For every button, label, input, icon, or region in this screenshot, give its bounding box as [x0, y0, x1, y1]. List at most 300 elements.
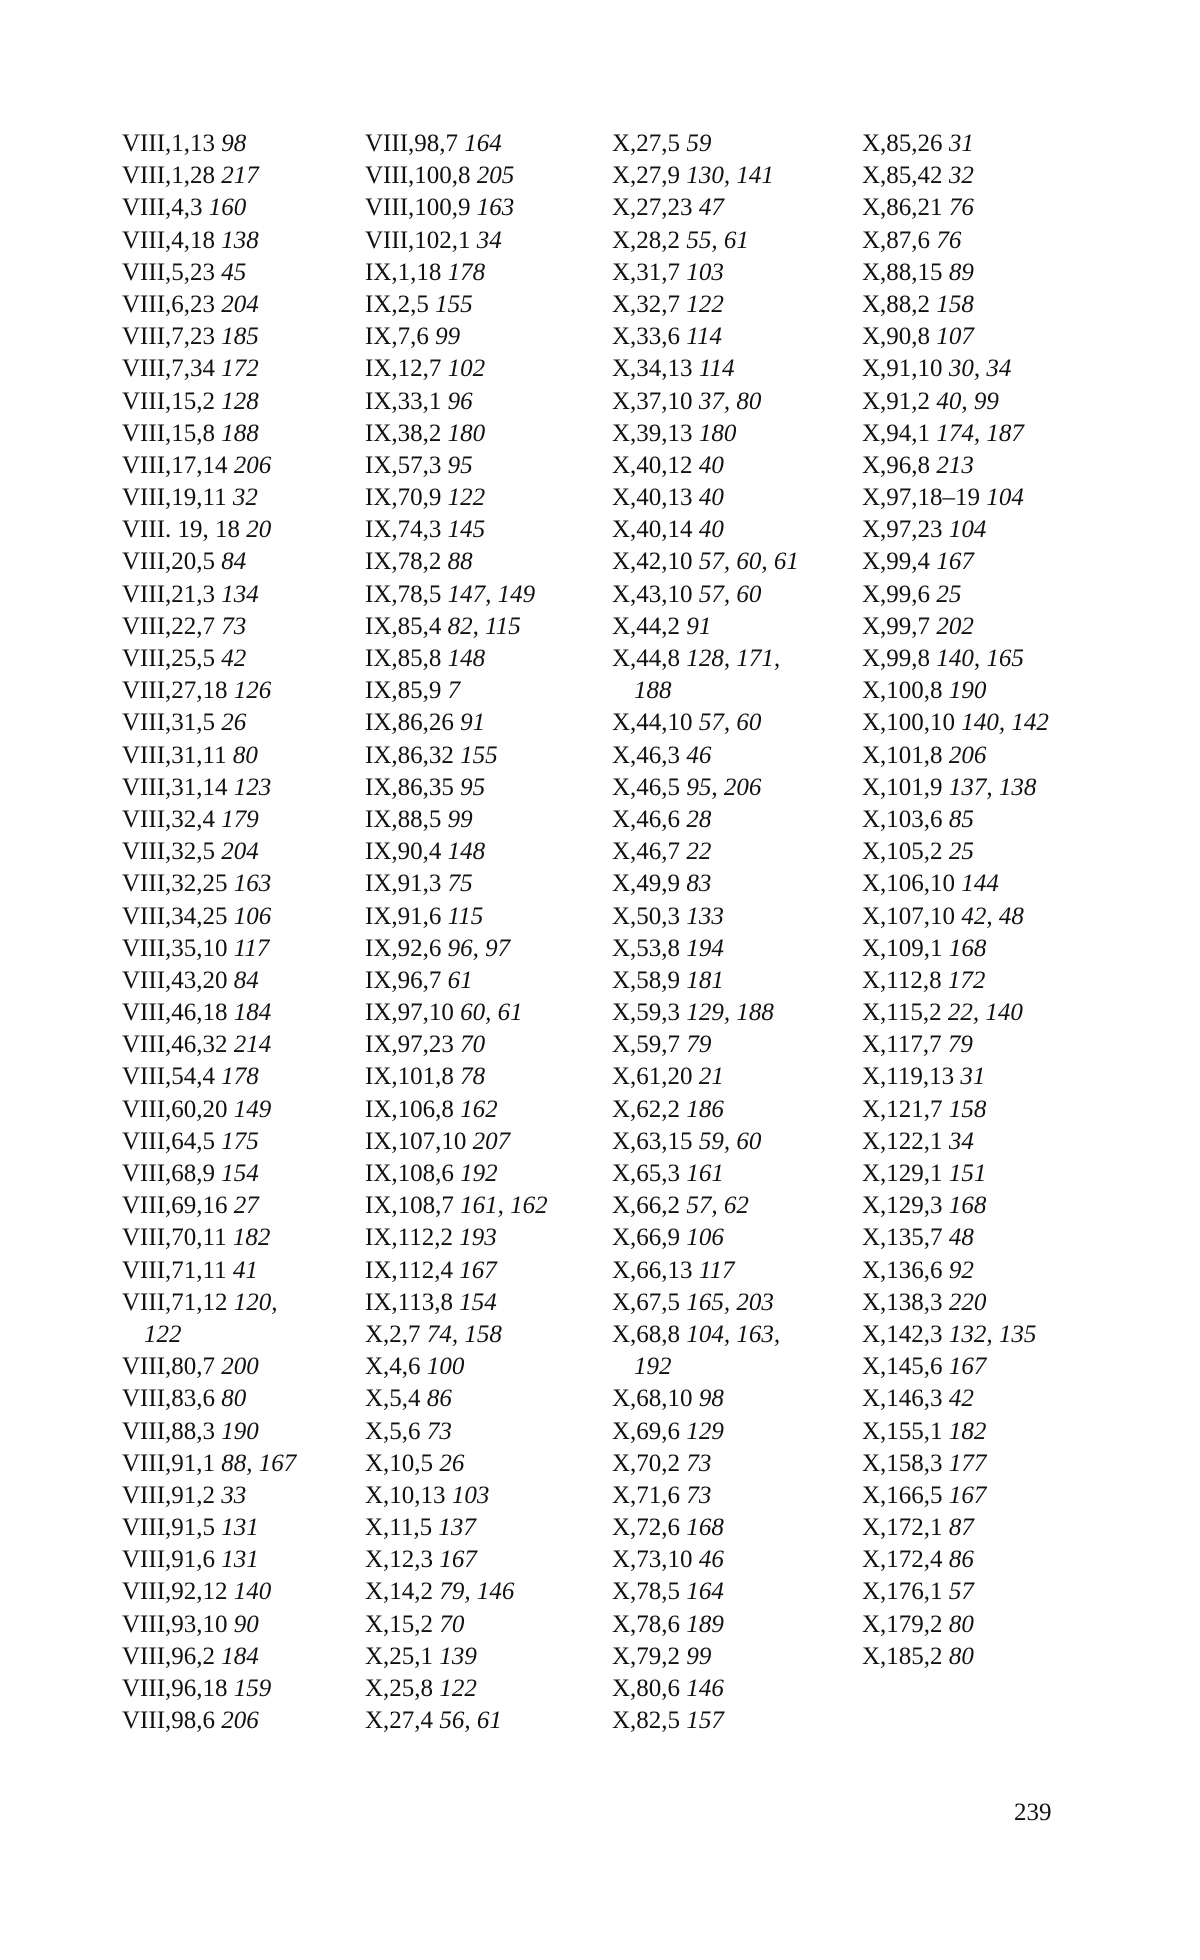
entry-reference: X,43,10: [612, 580, 693, 608]
entry-reference: X,62,2: [612, 1095, 681, 1123]
index-entry: [862, 546, 1110, 578]
index-entry: [862, 192, 1110, 224]
entry-pages: 57, 62: [686, 1192, 749, 1220]
index-entry: [612, 1416, 860, 1448]
entry-pages: 180: [698, 419, 737, 447]
entry-pages: 79, 146: [439, 1578, 515, 1606]
entry-reference: IX,91,6: [365, 902, 442, 930]
index-entry: [612, 740, 860, 772]
index-entry: [365, 1641, 613, 1673]
entry-reference: X,53,8: [612, 934, 681, 962]
entry-reference: X,109,1: [862, 934, 943, 962]
entry-pages: 99: [435, 323, 461, 351]
entry-pages: 167: [439, 1546, 477, 1574]
entry-pages: 122: [439, 1675, 477, 1702]
entry-reference: IX,78,2: [365, 548, 442, 576]
entry-reference: X,82,5: [612, 1707, 681, 1735]
entry-reference: IX,97,10: [365, 999, 454, 1027]
entry-pages: 168: [686, 1514, 724, 1542]
entry-pages: 26: [221, 709, 247, 737]
entry-pages: 57, 60: [698, 709, 762, 737]
entry-reference: X,32,7: [612, 290, 681, 318]
entry-reference: VIII,6,23: [122, 290, 216, 318]
entry-reference: IX,90,4: [365, 838, 442, 866]
index-entry: [612, 836, 860, 868]
entry-reference: X,86,21: [862, 194, 943, 222]
entry-reference: X,79,2: [612, 1642, 681, 1670]
entry-reference: X,14,2: [365, 1578, 434, 1606]
index-entry: [122, 740, 370, 772]
index-entry: [612, 1512, 860, 1544]
index-entry: [122, 1287, 370, 1351]
index-entry: [612, 1480, 860, 1512]
index-entry: [862, 1255, 1110, 1287]
entry-reference: IX,7,6: [365, 323, 429, 351]
index-entry: [612, 1287, 860, 1319]
entry-reference: X,103,6: [862, 805, 943, 833]
entry-reference: IX,101,8: [365, 1063, 454, 1091]
index-entry: [365, 514, 613, 546]
entry-pages: 126: [233, 677, 272, 705]
index-entry: [365, 1416, 613, 1448]
entry-pages: 84: [233, 966, 259, 994]
entry-reference: X,117,7: [862, 1031, 942, 1059]
entry-reference: X,78,6: [612, 1610, 681, 1638]
index-entry: [862, 1351, 1110, 1383]
entry-reference: IX,112,2: [365, 1224, 453, 1252]
entry-pages-continued: 192: [634, 1353, 672, 1381]
entry-reference: X,145,6: [862, 1353, 943, 1381]
index-entry: [862, 1416, 1110, 1448]
index-entry: [365, 1673, 613, 1705]
entry-pages: 25: [948, 838, 974, 866]
index-entry: [365, 321, 613, 353]
entry-reference: IX,85,4: [365, 612, 442, 640]
entry-reference: IX,57,3: [365, 451, 442, 479]
entry-pages: 220: [948, 1288, 987, 1316]
entry-reference: X,5,4: [365, 1385, 421, 1413]
entry-pages: 89: [948, 258, 974, 286]
entry-reference: X,59,7: [612, 1031, 681, 1059]
entry-reference: X,40,14: [612, 516, 693, 544]
index-entry: [122, 1576, 370, 1608]
index-entry: [862, 289, 1110, 321]
entry-pages: 122: [686, 290, 724, 318]
index-entry: [365, 1190, 613, 1222]
entry-pages: 186: [686, 1095, 724, 1123]
entry-reference: VIII,7,34: [122, 355, 216, 383]
entry-pages: 179: [221, 805, 259, 833]
index-entry: [862, 1448, 1110, 1480]
index-entry: [122, 611, 370, 643]
entry-reference: VIII,31,5: [122, 709, 216, 737]
entry-pages: 99: [686, 1642, 712, 1670]
entry-reference: IX,107,10: [365, 1127, 467, 1155]
entry-pages: 148: [447, 645, 486, 672]
entry-reference: IX,91,3: [365, 870, 442, 898]
entry-reference: X,94,1: [862, 419, 931, 447]
entry-reference: X,73,10: [612, 1546, 693, 1574]
index-entry: [612, 1383, 860, 1415]
entry-pages: 205: [476, 162, 515, 190]
entry-reference: VIII. 19, 18: [122, 516, 241, 544]
entry-pages: 59: [686, 130, 712, 157]
entry-pages-continued: 122: [144, 1320, 182, 1348]
index-entry: [122, 1641, 370, 1673]
entry-pages: 73: [686, 1449, 712, 1477]
entry-pages: 129, 188: [686, 999, 774, 1027]
index-entry: [365, 965, 613, 997]
entry-pages: 154: [459, 1288, 497, 1316]
entry-reference: X,91,2: [862, 387, 931, 415]
entry-reference: X,4,6: [365, 1353, 421, 1381]
index-entry: [612, 289, 860, 321]
entry-pages: 122: [447, 484, 486, 512]
entry-pages: 158: [948, 1095, 987, 1123]
entry-pages: 40: [698, 484, 724, 512]
entry-pages: 206: [233, 451, 272, 479]
index-entry: [612, 514, 860, 546]
index-entry: [365, 1609, 613, 1641]
entry-reference: X,40,12: [612, 451, 693, 479]
entry-pages: 40: [698, 451, 724, 479]
entry-pages: 46: [686, 741, 712, 769]
entry-pages: 184: [221, 1642, 259, 1670]
entry-pages: 193: [459, 1224, 497, 1252]
entry-reference: VIII,22,7: [122, 612, 216, 640]
index-entry: [862, 933, 1110, 965]
index-entry: [612, 611, 860, 643]
entry-pages: 47: [698, 194, 724, 222]
entry-reference: VIII,70,11: [122, 1224, 227, 1252]
entry-pages: 131: [221, 1514, 259, 1542]
entry-pages: 155: [460, 741, 498, 769]
entry-reference: VIII,1,28: [122, 162, 216, 190]
entry-pages: 167: [459, 1256, 497, 1284]
entry-reference: VIII,5,23: [122, 258, 216, 286]
entry-pages: 161, 162: [460, 1192, 548, 1220]
entry-pages: 145: [447, 516, 486, 544]
index-entry: [862, 1029, 1110, 1061]
entry-reference: IX,38,2: [365, 419, 442, 447]
entry-reference: IX,108,7: [365, 1192, 454, 1220]
entry-pages: 48: [948, 1224, 974, 1252]
entry-pages: 190: [948, 677, 987, 705]
entry-reference: X,99,8: [862, 645, 931, 672]
index-column-1: [122, 128, 370, 1737]
entry-reference: IX,86,32: [365, 741, 454, 769]
index-entry: [612, 1158, 860, 1190]
entry-reference: X,70,2: [612, 1449, 681, 1477]
entry-pages: 123: [233, 773, 272, 801]
entry-reference: IX,112,4: [365, 1256, 453, 1284]
index-entry: [612, 804, 860, 836]
index-entry: [365, 1512, 613, 1544]
index-entry: [365, 192, 613, 224]
index-entry: [862, 1126, 1110, 1158]
index-entry: [612, 1609, 860, 1641]
entry-pages: 22, 140: [947, 999, 1023, 1027]
entry-reference: VIII,1,13: [122, 130, 216, 157]
entry-pages: 33: [221, 1481, 247, 1509]
entry-pages: 34: [948, 1127, 974, 1155]
entry-reference: IX,78,5: [365, 580, 442, 608]
entry-reference: X,25,8: [365, 1675, 434, 1702]
entry-reference: VIII,92,12: [122, 1578, 228, 1606]
entry-reference: VIII,96,2: [122, 1642, 216, 1670]
entry-reference: VIII,80,7: [122, 1353, 216, 1381]
entry-pages: 151: [948, 1160, 987, 1187]
entry-pages: 106: [686, 1224, 724, 1252]
index-entry: [365, 450, 613, 482]
entry-reference: VIII,4,18: [122, 226, 216, 254]
entry-pages: 98: [221, 130, 247, 157]
entry-pages: 164: [686, 1578, 724, 1606]
index-entry: [612, 1126, 860, 1158]
entry-pages: 137, 138: [948, 773, 1037, 801]
entry-pages: 178: [221, 1063, 259, 1091]
index-entry: [612, 1094, 860, 1126]
entry-reference: X,5,6: [365, 1417, 421, 1445]
entry-pages: 86: [426, 1385, 452, 1413]
entry-reference: IX,33,1: [365, 387, 442, 415]
entry-pages: 104, 163,: [686, 1320, 781, 1348]
index-entry: [122, 353, 370, 385]
entry-reference: IX,1,18: [365, 258, 442, 286]
entry-reference: VIII,64,5: [122, 1127, 216, 1155]
entry-reference: X,33,6: [612, 323, 681, 351]
entry-pages: 37, 80: [698, 387, 762, 415]
entry-pages: 31: [948, 130, 974, 157]
index-entry: [365, 1576, 613, 1608]
entry-pages: 80: [232, 741, 258, 769]
index-entry: [612, 482, 860, 514]
entry-pages: 204: [221, 838, 259, 866]
index-entry: [862, 1480, 1110, 1512]
index-entry: [862, 611, 1110, 643]
index-entry: [862, 1512, 1110, 1544]
index-entry: [862, 804, 1110, 836]
index-entry: [612, 1190, 860, 1222]
index-entry: [365, 1319, 613, 1351]
index-entry: [122, 643, 370, 675]
entry-pages: 90: [233, 1610, 259, 1638]
index-entry: [862, 386, 1110, 418]
entry-reference: IX,113,8: [365, 1288, 453, 1316]
index-entry: [612, 1705, 860, 1737]
index-entry: [365, 386, 613, 418]
index-entry: [862, 128, 1110, 160]
index-entry: [365, 257, 613, 289]
index-entry: [122, 482, 370, 514]
entry-reference: VIII,20,5: [122, 548, 216, 576]
entry-pages: 56, 61: [439, 1707, 502, 1735]
entry-pages: 55, 61: [686, 226, 749, 254]
entry-pages: 84: [221, 548, 247, 576]
entry-reference: X,12,3: [365, 1546, 434, 1574]
entry-reference: VIII,21,3: [122, 580, 216, 608]
entry-reference: VIII,96,18: [122, 1675, 228, 1703]
entry-pages: 128: [221, 387, 259, 415]
entry-pages: 164: [464, 130, 502, 157]
entry-reference: X,71,6: [612, 1481, 681, 1509]
entry-pages: 91: [460, 709, 486, 737]
entry-reference: VIII,68,9: [122, 1160, 216, 1187]
index-entry: [862, 1158, 1110, 1190]
entry-pages: 25: [936, 580, 962, 608]
entry-reference: VIII,91,5: [122, 1514, 216, 1542]
entry-reference: X,135,7: [862, 1224, 943, 1252]
entry-reference: X,44,8: [612, 645, 681, 672]
entry-pages: 78: [460, 1063, 486, 1091]
entry-pages: 103: [451, 1481, 490, 1509]
index-entry: [122, 997, 370, 1029]
index-entry: [365, 868, 613, 900]
entry-reference: IX,92,6: [365, 934, 442, 962]
entry-reference: X,50,3: [612, 902, 681, 930]
index-entry: [862, 1576, 1110, 1608]
entry-pages: 167: [948, 1353, 987, 1381]
entry-pages: 140, 165: [936, 645, 1024, 672]
entry-pages: 167: [948, 1481, 987, 1509]
entry-pages: 163: [476, 194, 515, 222]
entry-pages: 32: [948, 162, 974, 190]
index-entry: [365, 1705, 613, 1737]
entry-reference: VIII,98,7: [365, 130, 459, 157]
entry-reference: X,27,4: [365, 1707, 434, 1735]
entry-pages: 76: [948, 194, 974, 222]
index-entry: [862, 997, 1110, 1029]
entry-reference: VIII,4,3: [122, 194, 203, 222]
entry-pages: 45: [221, 258, 247, 286]
index-entry: [365, 901, 613, 933]
index-entry: [365, 740, 613, 772]
index-column-4: [862, 128, 1110, 1673]
index-entry: [122, 546, 370, 578]
entry-pages: 60, 61: [460, 999, 523, 1027]
entry-pages: 79: [686, 1031, 712, 1059]
entry-pages: 137: [438, 1514, 476, 1542]
index-entry: [122, 1029, 370, 1061]
entry-reference: X,107,10: [862, 902, 956, 930]
entry-pages: 206: [948, 741, 987, 769]
entry-reference: VIII,19,11: [122, 484, 227, 512]
index-entry: [122, 1416, 370, 1448]
entry-reference: VIII,71,12: [122, 1288, 228, 1316]
entry-reference: X,11,5: [365, 1514, 433, 1542]
entry-reference: X,42,10: [612, 548, 693, 576]
entry-reference: X,96,8: [862, 451, 931, 479]
entry-pages: 42: [948, 1385, 974, 1413]
index-entry: [612, 707, 860, 739]
index-entry: [365, 1094, 613, 1126]
entry-reference: VIII,31,14: [122, 773, 228, 801]
entry-reference: X,65,3: [612, 1160, 681, 1188]
index-entry: [365, 225, 613, 257]
entry-pages: 83: [686, 870, 712, 898]
entry-reference: X,136,6: [862, 1256, 943, 1284]
entry-pages: 133: [686, 902, 724, 930]
entry-reference: X,59,3: [612, 999, 681, 1027]
entry-pages: 70: [439, 1610, 465, 1638]
index-entry: [862, 868, 1110, 900]
entry-reference: X,176,1: [862, 1578, 943, 1606]
entry-pages: 40, 99: [936, 387, 999, 415]
entry-pages: 134: [221, 580, 259, 608]
entry-pages: 104: [986, 484, 1024, 512]
entry-pages: 32: [232, 484, 258, 512]
entry-pages: 95, 206: [686, 773, 762, 801]
entry-pages: 104: [948, 516, 987, 544]
entry-pages: 85: [948, 805, 974, 833]
entry-reference: IX,96,7: [365, 966, 442, 994]
entry-pages: 192: [460, 1160, 498, 1187]
entry-pages: 190: [221, 1417, 259, 1445]
index-entry: [862, 675, 1110, 707]
index-entry: [612, 901, 860, 933]
index-entry: [365, 675, 613, 707]
entry-reference: VIII,32,4: [122, 805, 216, 833]
entry-reference: X,78,5: [612, 1578, 681, 1606]
entry-pages: 7: [447, 677, 461, 705]
index-entry: [862, 1061, 1110, 1093]
index-entry: [365, 1287, 613, 1319]
index-entry: [612, 1576, 860, 1608]
index-entry: [612, 1222, 860, 1254]
entry-reference: VIII,71,11: [122, 1256, 227, 1284]
entry-reference: IX,85,8: [365, 645, 442, 672]
entry-reference: X,185,2: [862, 1642, 943, 1670]
index-entry: [122, 1158, 370, 1190]
entry-pages: 76: [936, 226, 962, 254]
entry-pages: 74, 158: [426, 1320, 502, 1348]
entry-pages: 202: [936, 612, 974, 640]
entry-reference: VIII,7,23: [122, 323, 216, 351]
index-entry: [122, 514, 370, 546]
index-entry: [862, 965, 1110, 997]
index-entry: [122, 1544, 370, 1576]
entry-reference: X,138,3: [862, 1288, 943, 1316]
entry-reference: X,142,3: [862, 1320, 943, 1348]
index-entry: [862, 772, 1110, 804]
entry-reference: X,31,7: [612, 258, 681, 286]
entry-pages: 214: [233, 1031, 272, 1059]
index-entry: [862, 160, 1110, 192]
index-entry: [122, 386, 370, 418]
index-entry: [612, 546, 860, 578]
entry-pages: 185: [221, 323, 259, 351]
entry-pages: 114: [686, 323, 722, 351]
index-entry: [122, 1094, 370, 1126]
entry-reference: X,72,6: [612, 1514, 681, 1542]
index-entry: [365, 1222, 613, 1254]
index-entry: [862, 836, 1110, 868]
index-entry: [862, 1641, 1110, 1673]
entry-reference: X,10,13: [365, 1481, 446, 1509]
entry-reference: X,27,9: [612, 162, 681, 190]
index-entry: [612, 1061, 860, 1093]
index-entry: [365, 1158, 613, 1190]
index-entry: [122, 1512, 370, 1544]
entry-reference: X,88,2: [862, 290, 931, 318]
entry-reference: X,100,8: [862, 677, 943, 705]
entry-pages: 138: [221, 226, 259, 254]
entry-pages: 155: [435, 290, 473, 318]
index-columns: [0, 128, 1200, 1735]
entry-reference: IX,86,35: [365, 773, 454, 801]
entry-pages: 189: [686, 1610, 724, 1638]
index-entry: [612, 450, 860, 482]
